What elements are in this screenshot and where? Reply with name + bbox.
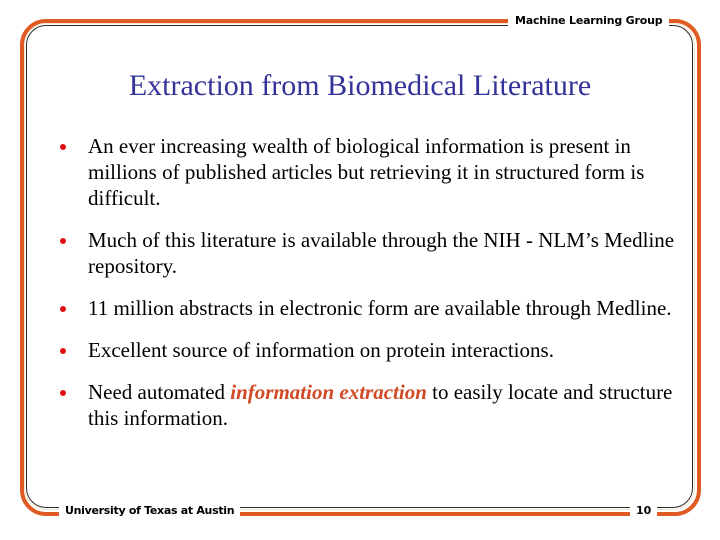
- footer-institution: University of Texas at Austin: [59, 504, 240, 518]
- bullet-item: [58, 133, 678, 211]
- bullet-dot-icon: [60, 390, 66, 396]
- bullet-text: Much of this literature is available through the NIH - NLM’s Medline repository.: [88, 228, 675, 278]
- bullet-item: [58, 379, 678, 431]
- slide-title: Extraction from Biomedical Literature: [128, 69, 592, 102]
- bullet-dot-icon: [60, 348, 66, 354]
- bullet-item: [58, 337, 678, 363]
- bullet-item: [58, 295, 678, 321]
- bullet-item: [58, 227, 678, 279]
- bullet-dot-icon: [60, 238, 66, 244]
- header-group-label: Machine Learning Group: [508, 14, 669, 28]
- bullet-dot-icon: [60, 306, 66, 312]
- bullet-text: Excellent source of information on protein interactions.: [88, 338, 554, 362]
- bullet-text-after: to easily locate and structure this information.: [88, 380, 673, 430]
- bullet-text: An ever increasing wealth of biological information is present in millions of published articles but retrieving it in structured form is difficult.: [88, 134, 645, 210]
- bullet-text-before: Need automated: [88, 380, 231, 404]
- page-number: 10: [630, 504, 657, 518]
- bullet-text: 11 million abstracts in electronic form are available through Medline.: [88, 296, 672, 320]
- bullet-list: [58, 133, 678, 447]
- bullet-emphasis: information extraction: [230, 380, 427, 404]
- bullet-dot-icon: [60, 144, 66, 150]
